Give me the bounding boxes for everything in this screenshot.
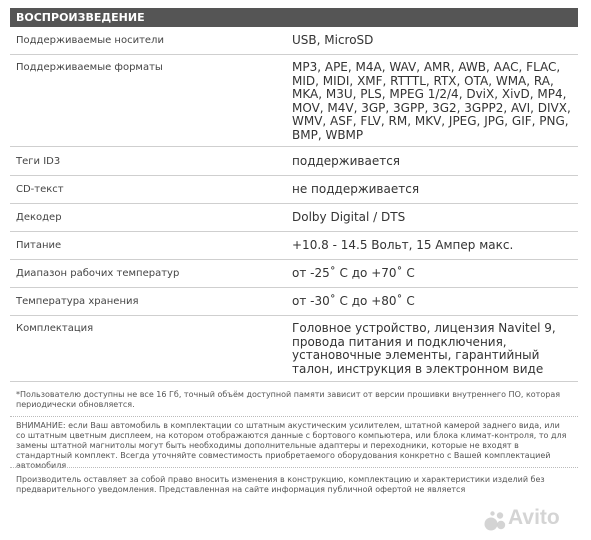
section-header — [10, 8, 578, 27]
spec-label: Температура хранения — [16, 296, 139, 307]
spec-label: Питание — [16, 240, 62, 251]
avito-watermark — [484, 505, 584, 533]
spec-value: MP3, APE, M4A, WAV, AMR, AWB, AAC, FLAC, MID, MIDI, XMF, RTTTL, RTX, OTA, WMA, RA, MKA, M3U, PLS, MPEG 1/2/4, DviX, XivD, MP4, MOV, M4V, 3GP, 3GPP, 3G2, 3GPP2, AVI, DIVX, WMV, ASF, FLV, RM, MKV, JPEG, JPG, GIF, PNG, BMP, WBMP — [292, 60, 571, 142]
spec-row-id3 — [10, 147, 578, 176]
note-divider — [10, 467, 578, 468]
spec-row-storage-temp — [10, 288, 578, 316]
spec-row-power — [10, 232, 578, 260]
spec-label: CD-текст — [16, 184, 64, 195]
spec-row-cd-text — [10, 176, 578, 204]
section-title: ВОСПРОИЗВЕДЕНИЕ — [16, 11, 145, 24]
spec-value: не поддерживается — [292, 182, 420, 196]
spec-label: Поддерживаемые форматы — [16, 62, 163, 73]
memory-note: *Пользователю доступны не все 16 Гб, точный объём доступной памяти зависит от версии прошивки внутреннего ПО, которая периодически обновляется. — [16, 390, 561, 409]
spec-value: Головное устройство, лицензия Navitel 9, провода питания и подключения, установочные элементы, гарантийный талон, инструкция в электронном виде — [292, 321, 556, 376]
note-divider — [10, 416, 578, 417]
spec-row-formats — [10, 55, 578, 147]
spec-value: USB, MicroSD — [292, 33, 374, 47]
spec-value: поддерживается — [292, 154, 401, 168]
spec-label: Поддерживаемые носители — [16, 35, 164, 46]
spec-row-operating-temp — [10, 260, 578, 288]
avito-logo-icon — [484, 508, 508, 532]
spec-value: от -25˚ С до +70˚ С — [292, 266, 415, 280]
compatibility-warning: ВНИМАНИЕ: если Ваш автомобиль в комплектации со штатным акустическим усилителем, штатной камерой заднего вида, или со штатным цветным дисплеем, на котором отображаются данные с бортового компьютера, или блока климат-контроля, то для замены штатной магнитолы могут быть необходимы дополнительные адаптеры и переходники, которые не входят в стандартный комплект. Всегда уточняйте совместимость приобретаемого оборудования конкретно с Вашей комплектацией автомобиля. — [16, 421, 567, 470]
spec-label: Теги ID3 — [16, 156, 61, 167]
spec-label: Декодер — [16, 212, 62, 223]
spec-value: от -30˚ С до +80˚ С — [292, 294, 415, 308]
spec-label: Комплектация — [16, 323, 94, 334]
spec-row-decoder — [10, 204, 578, 232]
manufacturer-disclaimer: Производитель оставляет за собой право вносить изменения в конструкцию, комплектацию и характеристики изделий без предварительного уведомления. Представленная на сайте информация публичной офертой не является — [16, 475, 545, 494]
spec-row-media — [10, 27, 578, 55]
spec-value: Dolby Digital / DTS — [292, 210, 406, 224]
avito-wordmark: Avito — [508, 506, 560, 529]
spec-label: Диапазон рабочих температур — [16, 268, 180, 279]
spec-value: +10.8 - 14.5 Вольт, 15 Ампер макс. — [292, 238, 514, 252]
spec-row-package — [10, 316, 578, 382]
